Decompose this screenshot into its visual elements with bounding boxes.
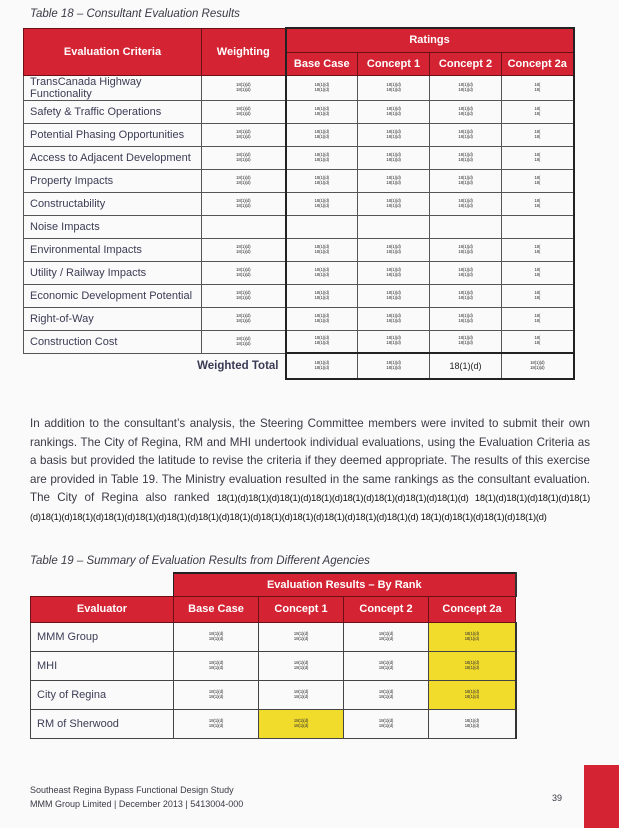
cell-concept-2a: [502, 192, 574, 215]
total-concept-2a: [502, 353, 574, 379]
redacted-value: 18(1)(d) 18(1)(d): [236, 128, 251, 139]
footer-company-info: MMM Group Limited | December 2013 | 5413004-000: [30, 799, 244, 809]
redacted-value: 18(1)(d) 18(1)(d): [293, 659, 309, 670]
cell-concept-2: [430, 215, 502, 238]
cell-concept-2: [430, 330, 502, 353]
redacted-value: 18( 18(: [534, 197, 541, 208]
cell-concept-2: [344, 680, 429, 709]
criteria-label: Utility / Railway Impacts: [24, 261, 202, 284]
consultant-evaluation-table: [23, 27, 575, 380]
criteria-label: Noise Impacts: [24, 215, 202, 238]
redacted-value: 18(1)(d) 18(1)(d): [236, 289, 251, 300]
table-row: [24, 238, 574, 261]
footer-study-title: Southeast Regina Bypass Functional Design Study: [30, 785, 234, 795]
redacted-value: 18(1)(d) 18(1)(d): [314, 128, 329, 139]
weighted-total-row: [24, 353, 574, 379]
redacted-value: 18( 18(: [534, 128, 541, 139]
redacted-value: 18(1)(d) 18(1)(d): [386, 266, 401, 277]
redacted-value: 18( 18(: [534, 105, 541, 116]
header-concept-2: Concept 2: [344, 596, 429, 622]
cell-base-case: [286, 238, 358, 261]
redacted-value: 18(1)(d) 18(1)(d): [236, 105, 251, 116]
cell-concept-2a: [502, 100, 574, 123]
cell-concept-2: [344, 709, 429, 738]
table-row: [24, 123, 574, 146]
cell-base-case: [286, 146, 358, 169]
red-page-tab: [584, 765, 619, 828]
header-evaluator: Evaluator: [31, 596, 174, 622]
criteria-label: Right-of-Way: [24, 307, 202, 330]
redacted-value: 18( 18(: [534, 174, 541, 185]
cell-concept-2a: [502, 215, 574, 238]
table-row: [24, 215, 574, 238]
cell-base-case: [286, 169, 358, 192]
table-row: [24, 192, 574, 215]
cell-concept-2a: [502, 330, 574, 353]
redacted-value: 18(1)(d) 18(1)(d): [314, 197, 329, 208]
redacted-value: 18(1)(d) 18(1)(d): [458, 105, 473, 116]
cell-concept-1: [358, 261, 430, 284]
redacted-text: 18(1)(d)18(1)(d)18(1)(d)18(1)(d)18(1)(d)18(1)(d)18(1)(d)18(1)(d) 18(1)(d)18(1)(d)18(1)(d)18(1)(d)18(1)(d)18(1)(d)18(1)(d)18(1)(d)18(1)(d)18(1)(d)18(1)(d)18(1)(d)18(1)(d)18(1)(d)18(1)(d)18(1)(d) 18(1)(d)18(1)(d)18(1)(d)18(1)(d): [30, 493, 590, 522]
redacted-value: 18(1)(d) 18(1)(d): [386, 312, 401, 323]
cell-concept-1: [358, 307, 430, 330]
redacted-value: 18(1)(d) 18(1)(d): [314, 174, 329, 185]
cell-base-case: [174, 622, 259, 651]
redacted-value: 18(1)(d) 18(1)(d): [314, 105, 329, 116]
cell-base-case: [286, 330, 358, 353]
redacted-value: 18(1)(d) 18(1)(d): [314, 243, 329, 254]
cell-weighting: [202, 169, 286, 192]
redacted-value: 18(1)(d) 18(1)(d): [458, 335, 473, 346]
redacted-value: 18(1)(d) 18(1)(d): [386, 243, 401, 254]
cell-weighting: [202, 238, 286, 261]
redacted-value: 18(1)(d) 18(1)(d): [314, 266, 329, 277]
redacted-value: 18(1)(d) 18(1)(d): [386, 335, 401, 346]
header-concept-2a: Concept 2a: [502, 52, 574, 75]
header-concept-2a: Concept 2a: [429, 596, 516, 622]
redacted-value: 18(1)(d) 18(1)(d): [236, 197, 251, 208]
cell-weighting: [202, 192, 286, 215]
cell-concept-2a: [502, 307, 574, 330]
criteria-label: TransCanada Highway Functionality: [24, 75, 202, 100]
page-footer: [30, 783, 243, 811]
cell-concept-2: [430, 146, 502, 169]
cell-weighting: [202, 261, 286, 284]
cell-base-case: [286, 215, 358, 238]
header-concept-1: Concept 1: [358, 52, 430, 75]
redacted-value: 18(1)(d) 18(1)(d): [236, 174, 251, 185]
cell-concept-1: [358, 215, 430, 238]
cell-concept-2: [430, 75, 502, 100]
criteria-label: Environmental Impacts: [24, 238, 202, 261]
cell-concept-1: [358, 169, 430, 192]
redacted-value: 18(1)(d) 18(1)(d): [314, 151, 329, 162]
cell-concept-2: [430, 261, 502, 284]
cell-weighting: [202, 284, 286, 307]
cell-concept-2a: [429, 680, 516, 709]
cell-concept-2a: [502, 238, 574, 261]
cell-weighting: [202, 330, 286, 353]
cell-concept-2a: [429, 709, 516, 738]
cell-base-case: [286, 307, 358, 330]
paragraph-text: In addition to the consultant’s analysis, the Steering Committee members were invited to submit their own rankings. The City of Regina, RM and MHI undertook individual evaluations, using the Evaluation Criteria as a basis but provided the latitude to revise the criteria if they deemed appropriate. The results of this exercise are provided in Table 19. The Ministry evaluation resulted in the same rankings as the consultant evaluation. The City of Regina also ranked: [30, 417, 590, 504]
cell-concept-1: [358, 330, 430, 353]
redacted-value: 18(1)(d) 18(1)(d): [314, 289, 329, 300]
criteria-label: Constructability: [24, 192, 202, 215]
agency-evaluation-table: [30, 572, 517, 739]
header-ratings: Ratings: [286, 28, 574, 52]
cell-weighting: [202, 100, 286, 123]
evaluator-label: City of Regina: [31, 680, 174, 709]
table-row: [24, 330, 574, 353]
redacted-value: 18(1)(d) 18(1)(d): [386, 128, 401, 139]
table-row: [24, 307, 574, 330]
cell-weighting: [202, 307, 286, 330]
cell-concept-2a: [502, 146, 574, 169]
cell-concept-1: [358, 238, 430, 261]
cell-base-case: [286, 192, 358, 215]
table-row: [24, 100, 574, 123]
cell-concept-2: [344, 622, 429, 651]
cell-concept-2a: [429, 622, 516, 651]
body-paragraph: [30, 415, 590, 526]
redacted-value: 18(1)(d) 18(1)(d): [236, 243, 251, 254]
table-row: [24, 75, 574, 100]
cell-concept-2: [430, 123, 502, 146]
redacted-value: 18( 18(: [534, 289, 541, 300]
redacted-value: 18(1)(d) 18(1)(d): [208, 630, 224, 641]
redacted-value: 18(1)(d) 18(1)(d): [458, 312, 473, 323]
cell-base-case: [286, 284, 358, 307]
total-concept-1: [358, 353, 430, 379]
cell-concept-1: [259, 709, 344, 738]
redacted-value: 18(1)(d) 18(1)(d): [293, 688, 309, 699]
redacted-value: 18(1)(d) 18(1)(d): [386, 81, 401, 92]
redacted-value: 18(1)(d) 18(1)(d): [293, 717, 309, 728]
cell-concept-1: [358, 100, 430, 123]
redacted-value: 18(1)(d) 18(1)(d): [236, 335, 251, 346]
redacted-value: 18(1)(d) 18(1)(d): [293, 630, 309, 641]
redacted-value: 18(1)(d) 18(1)(d): [314, 335, 329, 346]
cell-weighting: [202, 123, 286, 146]
redacted-value: 18(1)(d) 18(1)(d): [386, 289, 401, 300]
criteria-label: Safety & Traffic Operations: [24, 100, 202, 123]
cell-concept-2a: [429, 651, 516, 680]
cell-concept-1: [358, 192, 430, 215]
redacted-value: 18(1)(d) 18(1)(d): [464, 630, 479, 641]
redacted-value: 18(1)(d) 18(1)(d): [458, 243, 473, 254]
criteria-label: Access to Adjacent Development: [24, 146, 202, 169]
cell-base-case: [174, 709, 259, 738]
table-18-caption: Table 18 – Consultant Evaluation Results: [30, 8, 240, 20]
evaluator-label: MHI: [31, 651, 174, 680]
header-concept-2: Concept 2: [430, 52, 502, 75]
cell-weighting: [202, 146, 286, 169]
cell-concept-1: [358, 123, 430, 146]
redacted-value: 18(1)(d) 18(1)(d): [208, 688, 224, 699]
header-evaluation-results-by-rank: Evaluation Results – By Rank: [174, 573, 516, 596]
redacted-value: 18( 18(: [534, 151, 541, 162]
redacted-value: 18(1)(d) 18(1)(d): [208, 659, 224, 670]
table-row: [24, 169, 574, 192]
redacted-value: 18( 18(: [534, 243, 541, 254]
header-base-case: Base Case: [286, 52, 358, 75]
redacted-value: 18(1)(d) 18(1)(d): [314, 312, 329, 323]
criteria-label: Construction Cost: [24, 330, 202, 353]
cell-weighting: [202, 215, 286, 238]
cell-concept-2a: [502, 261, 574, 284]
cell-base-case: [286, 123, 358, 146]
redacted-value: 18(1)(d) 18(1)(d): [208, 717, 224, 728]
redacted-value: 18( 18(: [534, 266, 541, 277]
cell-concept-1: [259, 680, 344, 709]
cell-base-case: [286, 75, 358, 100]
header-weighting: Weighting: [202, 28, 286, 75]
redacted-value: 18(1)(d) 18(1)(d): [464, 688, 479, 699]
redacted-value: 18(1)(d) 18(1)(d): [458, 174, 473, 185]
redacted-value: 18(1)(d) 18(1)(d): [236, 81, 251, 92]
redacted-value: 18(1)(d): [449, 361, 482, 371]
cell-concept-2: [430, 284, 502, 307]
table-row: [31, 680, 516, 709]
redacted-value: 18(1)(d) 18(1)(d): [314, 81, 329, 92]
evaluator-label: RM of Sherwood: [31, 709, 174, 738]
cell-concept-2a: [502, 123, 574, 146]
redacted-value: 18(1)(d) 18(1)(d): [458, 151, 473, 162]
redacted-value: 18( 18(: [534, 312, 541, 323]
cell-base-case: [286, 261, 358, 284]
redacted-value: 18( 18(: [534, 81, 541, 92]
total-concept-2: [430, 353, 502, 379]
page-number: 39: [552, 793, 563, 803]
redacted-value: 18(1)(d) 18(1)(d): [386, 360, 401, 370]
header-evaluation-criteria: Evaluation Criteria: [24, 28, 202, 75]
cell-base-case: [174, 651, 259, 680]
cell-concept-2: [344, 651, 429, 680]
redacted-value: 18(1)(d) 18(1)(d): [458, 81, 473, 92]
redacted-value: 18(1)(d) 18(1)(d): [458, 197, 473, 208]
table-row: [31, 709, 516, 738]
redacted-value: 18(1)(d) 18(1)(d): [378, 717, 394, 728]
table-row: [24, 284, 574, 307]
criteria-label: Potential Phasing Opportunities: [24, 123, 202, 146]
header-base-case: Base Case: [174, 596, 259, 622]
cell-concept-1: [259, 651, 344, 680]
redacted-value: 18(1)(d) 18(1)(d): [458, 128, 473, 139]
redacted-value: 18(1)(d) 18(1)(d): [378, 688, 394, 699]
cell-concept-2a: [502, 75, 574, 100]
criteria-label: Property Impacts: [24, 169, 202, 192]
criteria-label: Economic Development Potential: [24, 284, 202, 307]
header-concept-1: Concept 1: [259, 596, 344, 622]
cell-concept-2: [430, 169, 502, 192]
cell-concept-2: [430, 238, 502, 261]
evaluator-label: MMM Group: [31, 622, 174, 651]
redacted-value: 18(1)(d) 18(1)(d): [464, 717, 479, 728]
redacted-value: 18(1)(d) 18(1)(d): [378, 659, 394, 670]
redacted-value: 18(1)(d) 18(1)(d): [464, 659, 479, 670]
table-row: [24, 146, 574, 169]
redacted-value: 18(1)(d) 18(1)(d): [236, 312, 251, 323]
table-row: [31, 651, 516, 680]
cell-concept-2a: [502, 284, 574, 307]
cell-base-case: [174, 680, 259, 709]
redacted-value: 18(1)(d) 18(1)(d): [458, 266, 473, 277]
table-row: [31, 622, 516, 651]
redacted-value: 18(1)(d) 18(1)(d): [530, 360, 545, 370]
cell-concept-2: [430, 192, 502, 215]
table-row: [24, 261, 574, 284]
redacted-value: 18( 18(: [534, 335, 541, 346]
redacted-value: 18(1)(d) 18(1)(d): [386, 151, 401, 162]
cell-concept-1: [358, 284, 430, 307]
cell-concept-1: [358, 75, 430, 100]
redacted-value: 18(1)(d) 18(1)(d): [314, 360, 329, 370]
cell-concept-1: [259, 622, 344, 651]
cell-weighting: [202, 75, 286, 100]
weighted-total-label: Weighted Total: [197, 360, 279, 373]
redacted-value: 18(1)(d) 18(1)(d): [386, 105, 401, 116]
cell-base-case: [286, 100, 358, 123]
total-base-case: [286, 353, 358, 379]
cell-concept-2: [430, 307, 502, 330]
redacted-value: 18(1)(d) 18(1)(d): [386, 174, 401, 185]
redacted-value: 18(1)(d) 18(1)(d): [458, 289, 473, 300]
redacted-value: 18(1)(d) 18(1)(d): [236, 151, 251, 162]
cell-concept-2: [430, 100, 502, 123]
table-19-caption: Table 19 – Summary of Evaluation Results from Different Agencies: [30, 555, 370, 567]
cell-concept-1: [358, 146, 430, 169]
redacted-value: 18(1)(d) 18(1)(d): [386, 197, 401, 208]
redacted-value: 18(1)(d) 18(1)(d): [236, 266, 251, 277]
redacted-value: 18(1)(d) 18(1)(d): [378, 630, 394, 641]
cell-concept-2a: [502, 169, 574, 192]
